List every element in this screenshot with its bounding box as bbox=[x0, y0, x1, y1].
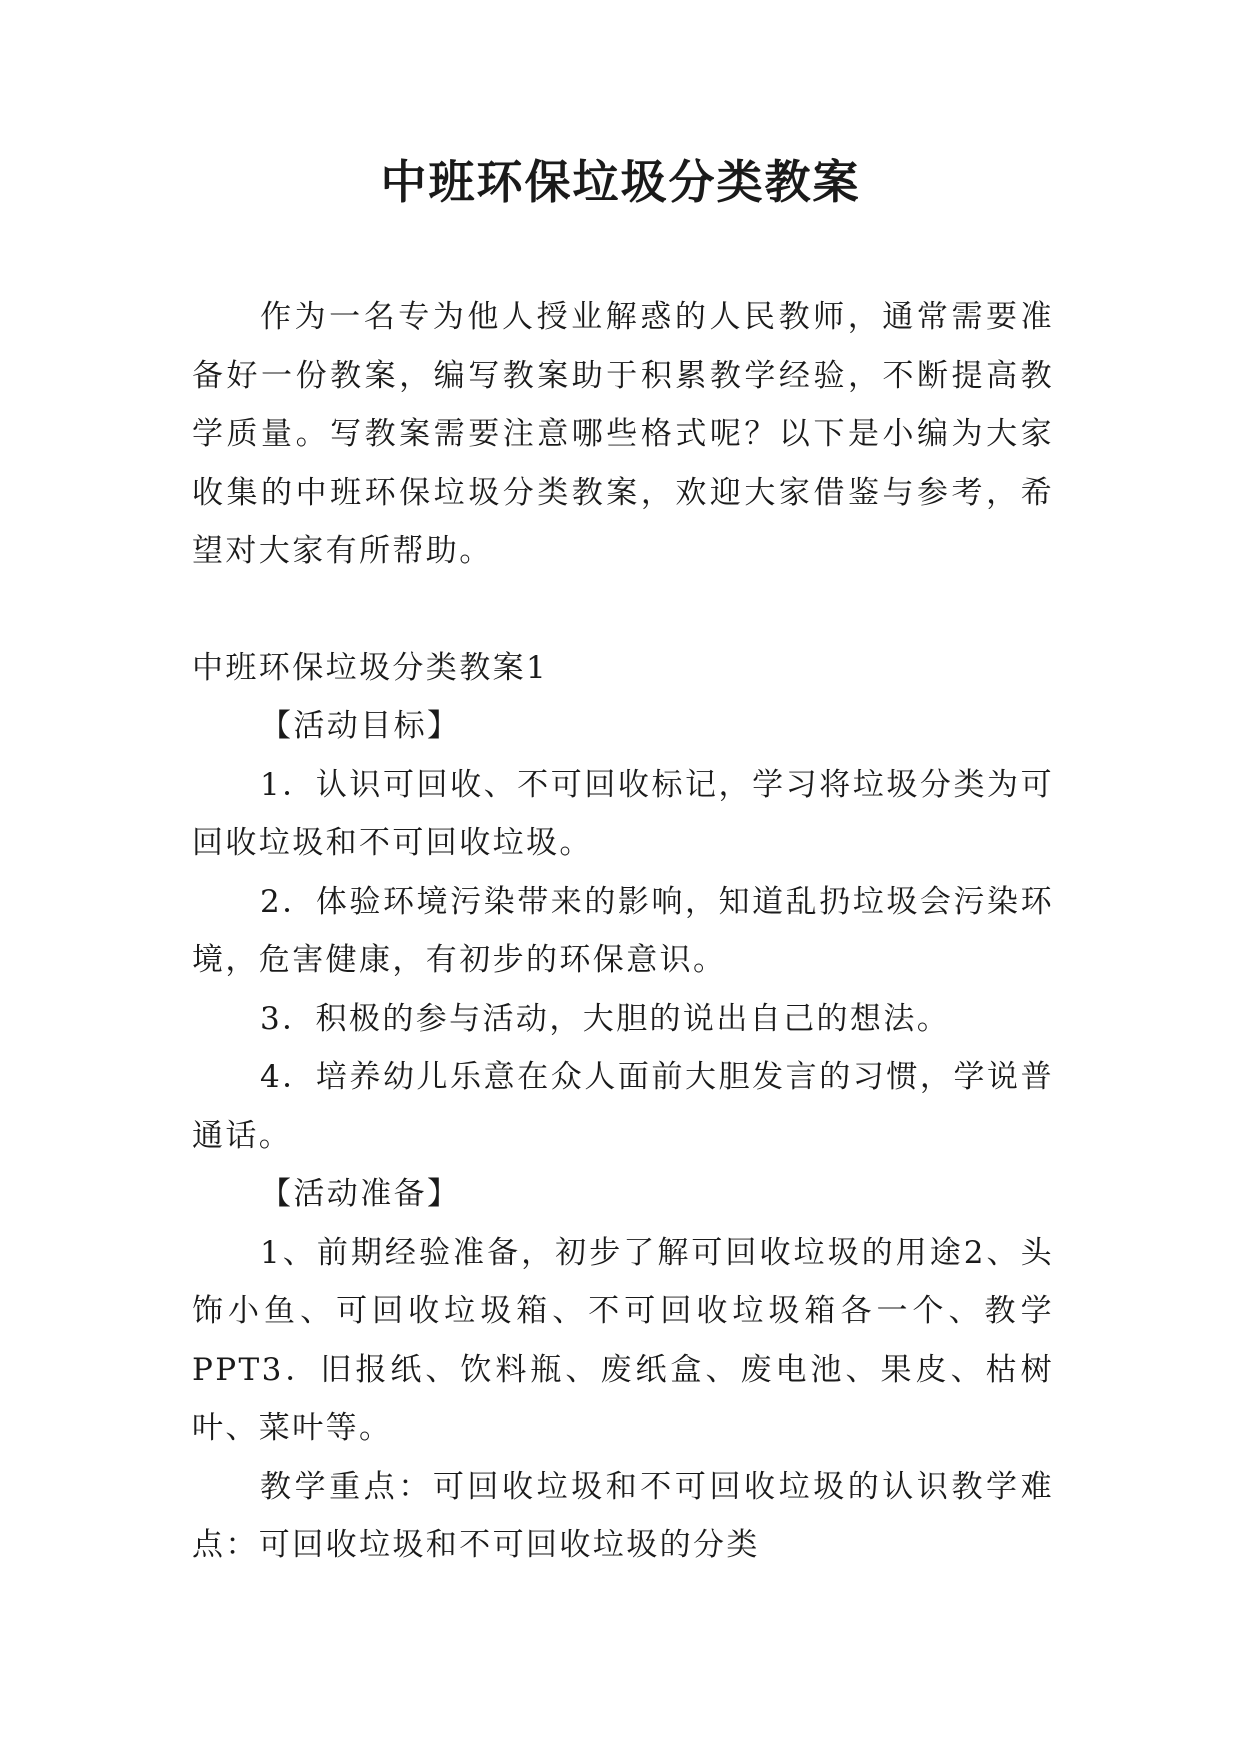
goal-item-2: 2．体验环境污染带来的影响，知道乱扔垃圾会污染环境，危害健康，有初步的环保意识。 bbox=[192, 883, 1054, 978]
document-body bbox=[192, 288, 1054, 1575]
section-heading: 中班环保垃圾分类教案1 bbox=[192, 649, 549, 686]
goal-item-3: 3．积极的参与活动，大胆的说出自己的想法。 bbox=[260, 1000, 951, 1037]
goal-heading: 【活动目标】 bbox=[260, 708, 461, 744]
key-points-paragraph: 教学重点：可回收垃圾和不可回收垃圾的认识教学难点：可回收垃圾和不可回收垃圾的分类 bbox=[192, 1468, 1054, 1563]
prep-paragraph: 1、前期经验准备，初步了解可回收垃圾的用途2、头饰小鱼、可回收垃圾箱、不可回收垃圾箱各一个、教学PPT3．旧报纸、饮料瓶、废纸盒、废电池、果皮、枯树叶、菜叶等。 bbox=[192, 1234, 1054, 1446]
intro-paragraph: 作为一名专为他人授业解惑的人民教师，通常需要准备好一份教案，编写教案助于积累教学经验，不断提高教学质量。写教案需要注意哪些格式呢？以下是小编为大家收集的中班环保垃圾分类教案，欢迎大家借鉴与参考，希望对大家有所帮助。 bbox=[192, 299, 1054, 569]
prep-heading: 【活动准备】 bbox=[260, 1176, 461, 1212]
goal-item-1: 1．认识可回收、不可回收标记，学习将垃圾分类为可回收垃圾和不可回收垃圾。 bbox=[192, 766, 1054, 861]
document-title: 中班环保垃圾分类教案 bbox=[380, 155, 861, 209]
goal-item-4: 4．培养幼儿乐意在众人面前大胆发言的习惯，学说普通话。 bbox=[192, 1059, 1054, 1154]
paragraph-gap bbox=[192, 581, 1054, 639]
